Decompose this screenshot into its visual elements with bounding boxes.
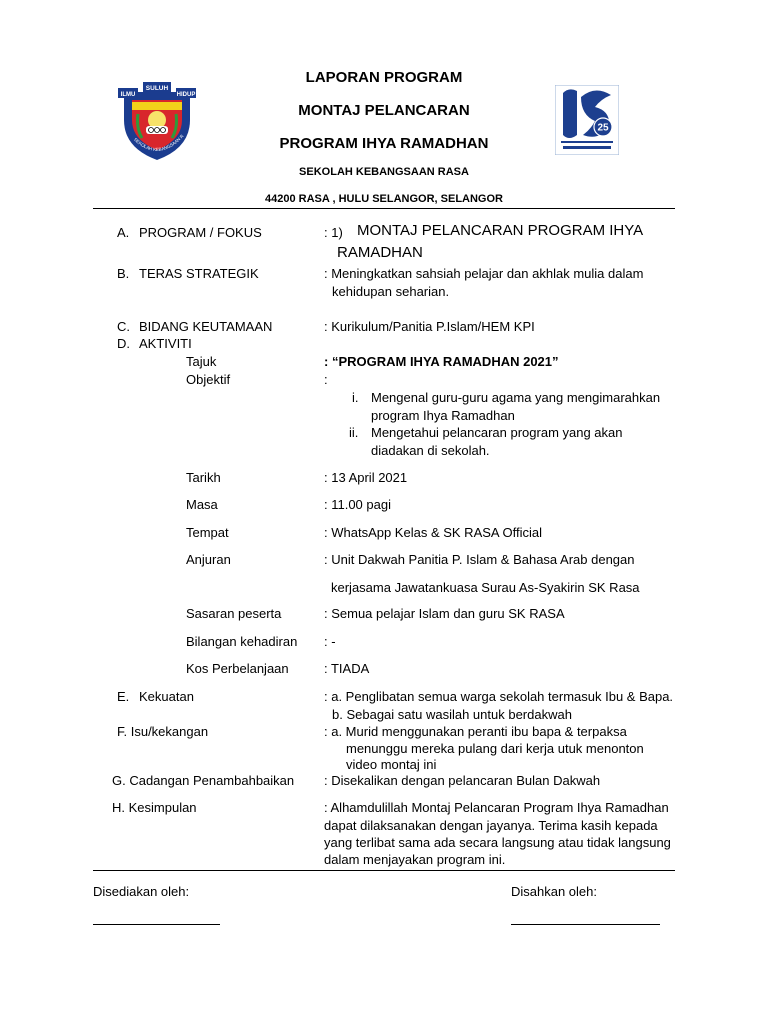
masa-value: : 11.00 pagi — [324, 497, 391, 512]
section-h-label: H. Kesimpulan — [112, 800, 197, 815]
section-h-value-line4: dalam menjayakan program ini. — [324, 852, 506, 867]
objective-1-line1: Mengenal guru-guru agama yang mengimarahkan — [371, 390, 661, 405]
sasaran-value: : Semua pelajar Islam dan guru SK RASA — [324, 606, 565, 621]
section-b-value-line2: kehidupan seharian. — [332, 284, 450, 299]
program-title-line2: PROGRAM IHYA RAMADHAN — [279, 135, 489, 152]
tajuk-value: : “PROGRAM IHYA RAMADHAN 2021” — [324, 354, 559, 369]
logo-number: 25 — [597, 122, 609, 134]
masa-label: Masa — [186, 497, 218, 512]
tajuk-label: Tajuk — [186, 354, 217, 369]
bilangan-value: : - — [324, 634, 336, 649]
section-f-label: F. Isu/kekangan — [117, 724, 209, 739]
section-c-letter: C. — [117, 319, 130, 334]
section-g-value: : Disekalikan dengan pelancaran Bulan Dakwah — [324, 773, 601, 788]
section-b-label: TERAS STRATEGIK — [139, 266, 259, 281]
school-address: 44200 RASA , HULU SELANGOR, SELANGOR — [265, 193, 503, 205]
prepared-by-label: Disediakan oleh: — [93, 884, 190, 899]
approved-by-signature-line — [511, 924, 660, 925]
section-a-label: PROGRAM / FOKUS — [139, 225, 262, 240]
anjuran-value-line1: : Unit Dakwah Panitia P. Islam & Bahasa Arab dengan — [324, 552, 635, 567]
section-b-letter: B. — [117, 266, 130, 281]
tempat-label: Tempat — [186, 525, 229, 540]
objective-2-line2: diadakan di sekolah. — [371, 443, 490, 458]
section-e-label: Kekuatan — [139, 689, 194, 704]
objective-2-number: ii. — [349, 425, 359, 440]
anjuran-label: Anjuran — [186, 552, 231, 567]
anjuran-value-line2: kerjasama Jawatankuasa Surau As-Syakirin SK Rasa — [331, 580, 640, 595]
crest-ring-text: SEKOLAH KEBANGSAAN R — [132, 133, 185, 153]
section-a-value-line2: RAMADHAN — [337, 244, 423, 261]
section-c-value: : Kurikulum/Panitia P.Islam/HEM KPI — [324, 319, 535, 334]
prepared-by-signature-line — [93, 924, 220, 925]
section-e-value-line1: : a. Penglibatan semua warga sekolah termasuk Ibu & Bapa. — [324, 689, 674, 704]
objective-2-line1: Mengetahui pelancaran program yang akan — [371, 425, 623, 440]
crest-left-text: ILMU — [120, 92, 136, 98]
section-a-letter: A. — [117, 225, 130, 240]
report-title: LAPORAN PROGRAM — [305, 69, 463, 86]
tempat-value: : WhatsApp Kelas & SK RASA Official — [324, 525, 542, 540]
section-d-letter: D. — [117, 336, 130, 351]
sasaran-label: Sasaran peserta — [186, 606, 282, 621]
section-a-prefix: : 1) — [324, 225, 343, 240]
objektif-label: Objektif — [186, 372, 231, 387]
tarikh-label: Tarikh — [186, 470, 221, 485]
kos-value: : TIADA — [324, 661, 370, 676]
section-h-value-line3: yang terlibat sama ada secara langsung atau tidak langsung — [324, 835, 671, 850]
section-g-label: G. Cadangan Penambahbaikan — [112, 773, 295, 788]
section-d-label: AKTIVITI — [139, 336, 192, 351]
bilangan-label: Bilangan kehadiran — [186, 634, 298, 649]
approved-by-label: Disahkan oleh: — [511, 884, 597, 899]
section-h-value-line2: dapat dilaksanakan dengan jayanya. Terima kasih kepada — [324, 818, 658, 833]
footer-divider — [93, 870, 675, 871]
section-e-value-line2: b. Sebagai satu wasilah untuk berdakwah — [332, 707, 572, 722]
objektif-colon: : — [324, 372, 328, 387]
tarikh-value: : 13 April 2021 — [324, 470, 408, 485]
section-b-value-line1: : Meningkatkan sahsiah pelajar dan akhlak mulia dalam — [324, 266, 644, 281]
section-a-value-line1: MONTAJ PELANCARAN PROGRAM IHYA — [357, 222, 644, 239]
school-name: SEKOLAH KEBANGSAAN RASA — [299, 166, 469, 178]
crest-top-text: SULUH — [145, 85, 169, 92]
section-c-label: BIDANG KEUTAMAAN — [139, 319, 273, 334]
kos-label: Kos Perbelanjaan — [186, 661, 289, 676]
objective-1-number: i. — [352, 390, 359, 405]
header-divider — [93, 208, 675, 209]
section-e-letter: E. — [117, 689, 130, 704]
section-f-value-line3: video montaj ini — [346, 757, 437, 772]
program-title-line1: MONTAJ PELANCARAN — [298, 102, 470, 119]
crest-right-text: HIDUP — [176, 92, 196, 98]
objective-1-line2: program Ihya Ramadhan — [371, 408, 515, 423]
section-f-value-line1: : a. Murid menggunakan peranti ibu bapa & terpaksa — [324, 724, 627, 739]
section-h-value-line1: : Alhamdulillah Montaj Pelancaran Program Ihya Ramadhan — [324, 800, 669, 815]
section-f-value-line2: menunggu mereka pulang dari kerja utuk menonton — [346, 741, 644, 756]
